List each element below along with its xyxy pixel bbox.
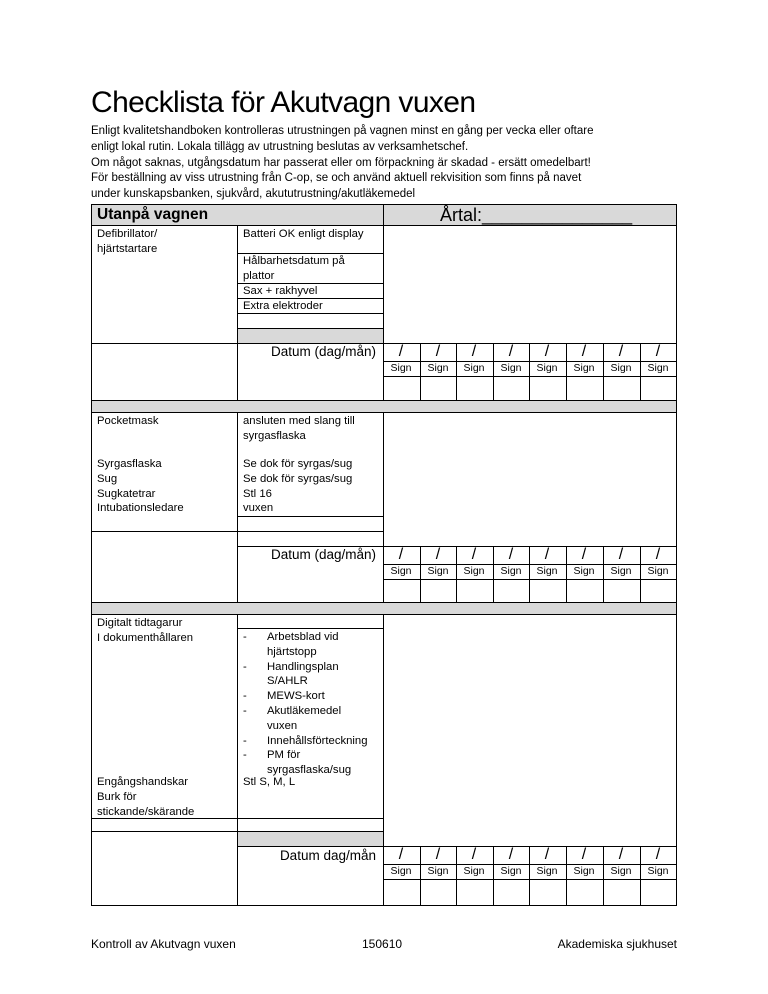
- sign-label: Sign: [500, 362, 522, 374]
- sign-label: Sign: [500, 565, 522, 577]
- items-oxygen-suction: Syrgasflaska Sug Sugkatetrar Intubationsledare: [97, 458, 184, 515]
- sign-label: Sign: [573, 865, 595, 877]
- checks-oxygen-suction: Se dok för syrgas/sug Se dok för syrgas/sug Stl 16 vuxen: [243, 458, 353, 515]
- date-slash[interactable]: /: [544, 546, 550, 563]
- date-slash[interactable]: /: [471, 546, 477, 563]
- section-header: Utanpå vagnen: [97, 206, 209, 223]
- date-slash[interactable]: /: [544, 343, 550, 360]
- sign-label: Sign: [390, 865, 412, 877]
- date-slash[interactable]: /: [435, 343, 441, 360]
- date-slash[interactable]: /: [618, 546, 624, 563]
- sign-label: Sign: [500, 865, 522, 877]
- intro-text: [91, 124, 691, 203]
- sign-label: Sign: [610, 865, 632, 877]
- footer-left: Kontroll av Akutvagn vuxen: [91, 937, 236, 951]
- sign-label: Sign: [427, 362, 449, 374]
- sign-label: Sign: [647, 565, 669, 577]
- datum-label: Datum (dag/mån): [270, 547, 376, 562]
- date-slash[interactable]: /: [581, 546, 587, 563]
- date-slash[interactable]: /: [435, 546, 441, 563]
- year-field[interactable]: Årtal:_______________: [440, 205, 633, 225]
- sign-label: Sign: [427, 565, 449, 577]
- sign-label: Sign: [536, 362, 558, 374]
- date-slash[interactable]: /: [618, 846, 624, 863]
- sign-label: Sign: [610, 362, 632, 374]
- date-slash[interactable]: /: [508, 546, 514, 563]
- item-defibrillator: Defibrillator/ hjärtstartare: [97, 228, 158, 255]
- sign-label: Sign: [463, 565, 485, 577]
- sign-label: Sign: [536, 565, 558, 577]
- sign-label: Sign: [427, 865, 449, 877]
- date-slash[interactable]: /: [655, 846, 661, 863]
- date-slash[interactable]: /: [581, 343, 587, 360]
- sign-label: Sign: [647, 362, 669, 374]
- check-gloves-size: Stl S, M, L: [243, 776, 296, 788]
- sign-label: Sign: [463, 865, 485, 877]
- items-timer-dochholder: Digitalt tidtagarur I dokumenthållaren: [97, 617, 194, 644]
- datum-label: Datum (dag/mån): [270, 344, 376, 359]
- intro-line: Om något saknas, utgångsdatum har passerat eller om förpackning är skadad - ersätt omedelbart!: [91, 156, 591, 169]
- sign-label: Sign: [573, 362, 595, 374]
- date-slash[interactable]: /: [508, 846, 514, 863]
- date-slash[interactable]: /: [581, 846, 587, 863]
- check-battery: Batteri OK enligt display: [243, 228, 364, 240]
- date-slash[interactable]: /: [471, 846, 477, 863]
- date-slash[interactable]: /: [435, 846, 441, 863]
- date-slash[interactable]: /: [398, 343, 404, 360]
- intro-line: enligt lokal rutin. Lokala tillägg av utrustning beslutas av verksamhetschef.: [91, 140, 469, 153]
- document-list: - Arbetsblad vid hjärtstopp - Handlingsplan S/AHLR - MEWS-kort - Akutläkemedel vuxen - Innehållsförteckning - PM för syrgasflaska/sug: [243, 631, 368, 777]
- intro-line: Enligt kvalitetshandboken kontrolleras utrustningen på vagnen minst en gång per vecka eller oftare: [91, 125, 594, 137]
- date-slash[interactable]: /: [471, 343, 477, 360]
- sign-label: Sign: [536, 865, 558, 877]
- footer-center: 150610: [362, 937, 403, 951]
- items-gloves-sharps: Engångshandskar Burk för stickande/skärande: [97, 776, 195, 818]
- footer-right: Akademiska sjukhuset: [557, 937, 677, 951]
- date-slash[interactable]: /: [618, 343, 624, 360]
- check-scissors-razor: Sax + rakhyvel: [243, 285, 318, 297]
- date-slash[interactable]: /: [398, 846, 404, 863]
- date-slash[interactable]: /: [655, 546, 661, 563]
- date-slash[interactable]: /: [508, 343, 514, 360]
- sign-label: Sign: [463, 362, 485, 374]
- check-extra-electrodes: Extra elektroder: [243, 300, 323, 312]
- sign-label: Sign: [390, 565, 412, 577]
- sign-label: Sign: [390, 362, 412, 374]
- datum-label: Datum dag/mån: [279, 848, 376, 863]
- intro-line: För beställning av viss utrustning från C-op, se och använd aktuell rekvisition som finns på navet: [91, 172, 582, 185]
- check-pocketmask: ansluten med slang till syrgasflaska: [243, 415, 355, 442]
- intro-line: under kunskapsbanken, sjukvård, akututrustning/akutläkemedel: [91, 188, 416, 201]
- date-slash[interactable]: /: [398, 546, 404, 563]
- check-pad-expiry: Hålbarhetsdatum på plattor: [243, 255, 345, 282]
- page-title: Checklista för Akutvagn vuxen: [91, 86, 476, 119]
- sign-label: Sign: [573, 565, 595, 577]
- sign-label: Sign: [647, 865, 669, 877]
- sign-label: Sign: [610, 565, 632, 577]
- item-pocketmask: Pocketmask: [97, 415, 159, 427]
- date-slash[interactable]: /: [544, 846, 550, 863]
- date-slash[interactable]: /: [655, 343, 661, 360]
